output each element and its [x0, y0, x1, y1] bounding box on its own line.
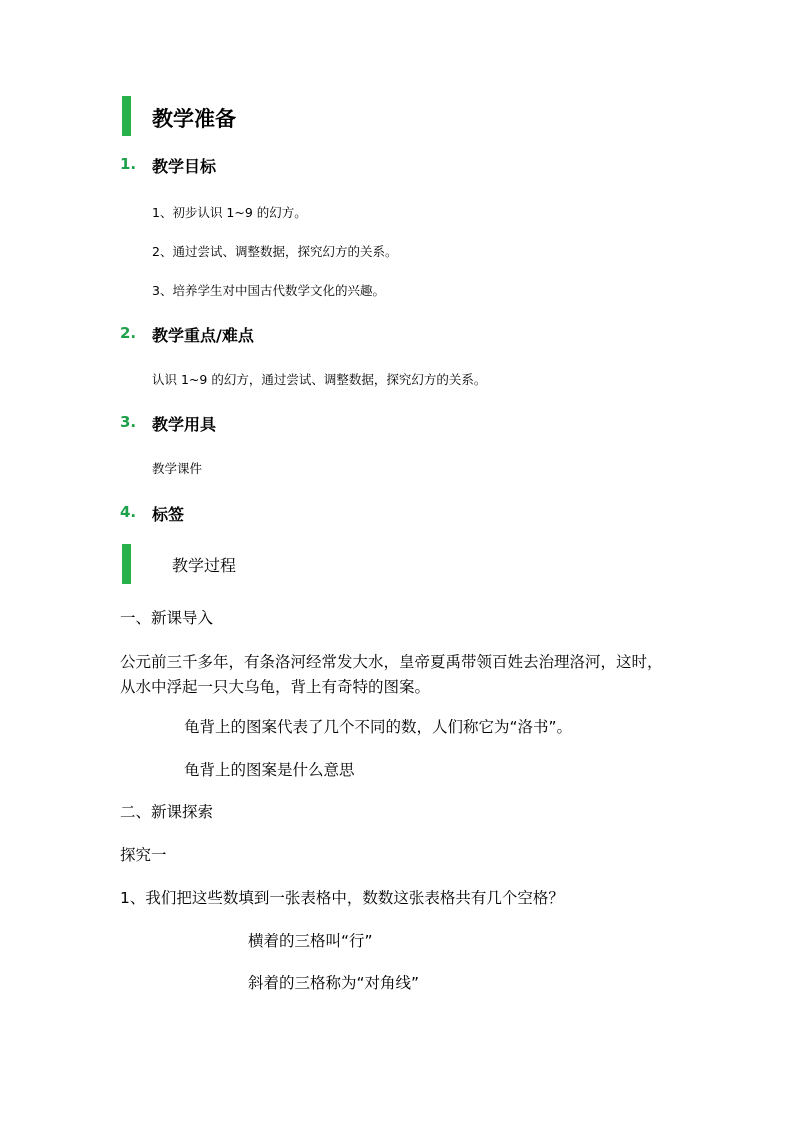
key-points-text: 认识 1~9 的幻方，通过尝试、调整数据，探究幻方的关系。 [152, 372, 487, 387]
section-accent-bar [122, 544, 131, 584]
process-title: 教学过程 [172, 556, 237, 575]
section-number: 1. [120, 155, 137, 173]
intro-heading: 一、新课导入 [120, 609, 214, 627]
section-title-tags: 标签 [152, 505, 185, 524]
section-accent-bar [122, 96, 131, 136]
explore-heading: 二、新课探索 [120, 803, 214, 821]
row-note: 横着的三格叫“行” [248, 932, 373, 950]
diagonal-note: 斜着的三格称为“对角线” [248, 974, 420, 992]
section-title-goals: 教学目标 [152, 157, 217, 176]
explore-subheading: 探究一 [120, 846, 167, 864]
goal-item: 3、培养学生对中国古代数学文化的兴趣。 [152, 283, 385, 298]
explore-question: 1、我们把这些数填到一张表格中，数数这张表格共有几个空格？ [120, 889, 564, 907]
tools-text: 教学课件 [152, 461, 203, 476]
intro-indent-text: 龟背上的图案代表了几个不同的数，人们称它为“洛书”。 [184, 718, 573, 736]
intro-indent-text: 龟背上的图案是什么意思 [184, 761, 355, 779]
goal-item: 2、通过尝试、调整数据，探究幻方的关系。 [152, 244, 398, 259]
intro-paragraph-line: 公元前三千多年，有条洛河经常发大水，皇帝夏禹带领百姓去治理洛河，这时， [120, 653, 663, 671]
section-title-tools: 教学用具 [152, 415, 217, 434]
page-title: 教学准备 [152, 107, 236, 131]
intro-paragraph-line: 从水中浮起一只大乌龟，背上有奇特的图案。 [120, 678, 431, 696]
section-number: 4. [120, 503, 137, 521]
section-number: 2. [120, 324, 137, 342]
goal-item: 1、初步认识 1~9 的幻方。 [152, 205, 307, 220]
section-number: 3. [120, 413, 137, 431]
section-title-key-points: 教学重点/难点 [152, 326, 254, 345]
